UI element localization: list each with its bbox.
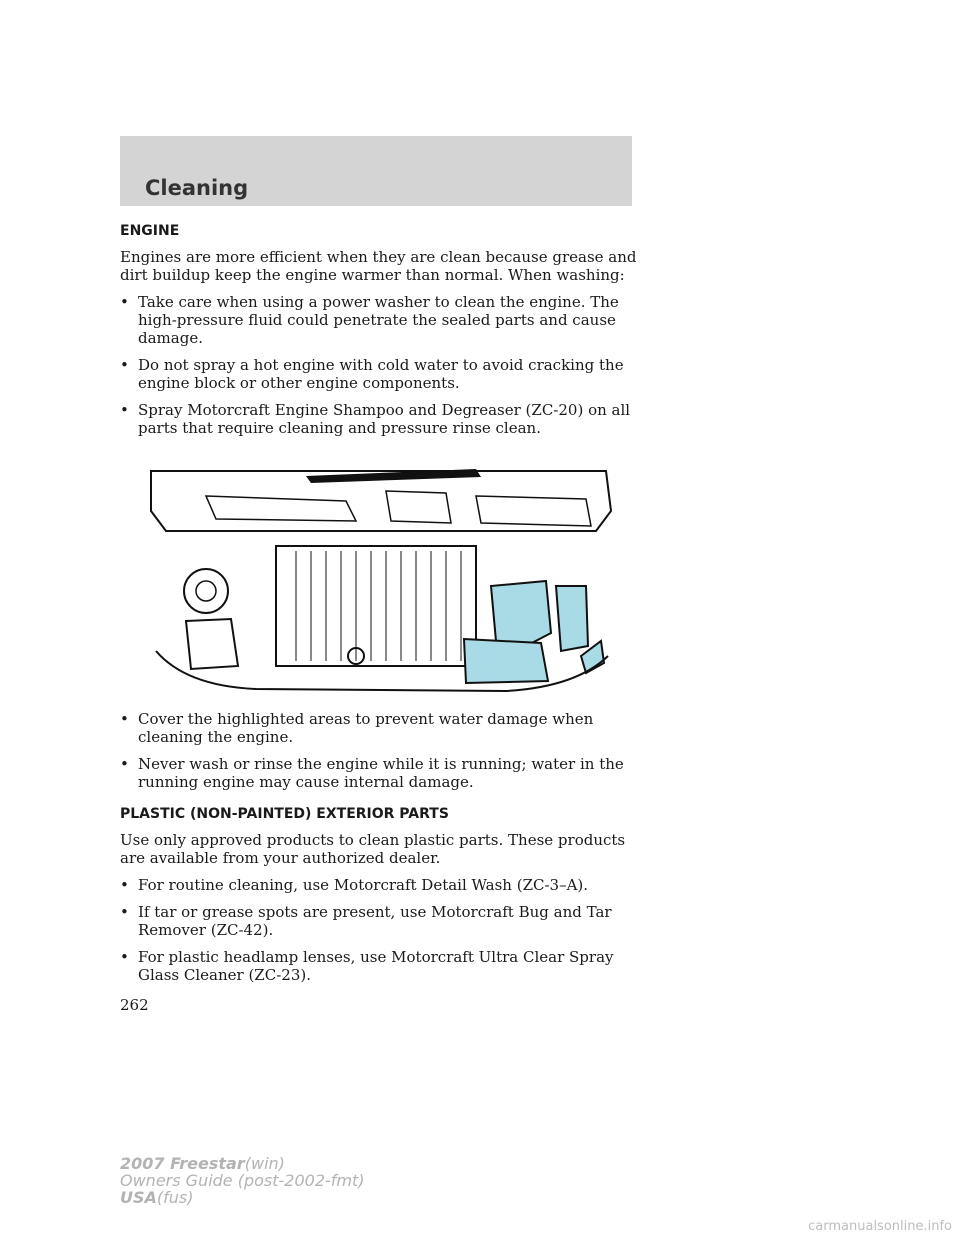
engine-diagram-icon [146, 451, 616, 696]
bullet-icon: • [120, 755, 129, 773]
bullet-icon: • [120, 356, 129, 374]
section-header-band [120, 136, 632, 206]
page-number: 262 [120, 996, 149, 1014]
engine-bullet-list [120, 293, 640, 437]
plastic-parts-heading: PLASTIC (NON-PAINTED) EXTERIOR PARTS [120, 806, 449, 822]
watermark: carmanualsonline.info [808, 1219, 952, 1234]
engine-compartment-illustration [146, 451, 616, 696]
engine-heading: ENGINE [120, 223, 180, 239]
list-item: • Do not spray a hot engine with cold water to avoid cracking the engine block or other engine components. [120, 356, 624, 392]
list-item: • If tar or grease spots are present, use Motorcraft Bug and Tar Remover (ZC-42). [120, 903, 612, 939]
engine-intro: Engines are more efficient when they are clean because grease and dirt buildup keep the engine warmer than normal. When washing: [120, 248, 637, 284]
bullet-icon: • [120, 293, 129, 311]
bullet-icon: • [120, 710, 129, 728]
list-item: • Spray Motorcraft Engine Shampoo and Degreaser (ZC-20) on all parts that require cleaning and pressure rinse clean. [120, 401, 631, 437]
bullet-icon: • [120, 876, 129, 894]
footer-model-code: (win) [244, 1154, 285, 1173]
page-content [120, 222, 640, 1014]
footer-market: USA [120, 1188, 157, 1207]
bullet-icon: • [120, 903, 129, 921]
list-item: • For routine cleaning, use Motorcraft Detail Wash (ZC-3–A). [120, 876, 589, 894]
list-item: • Cover the highlighted areas to prevent water damage when cleaning the engine. [120, 710, 594, 746]
document-footer [120, 1155, 365, 1206]
bullet-icon: • [120, 401, 129, 419]
section-title: Cleaning [145, 176, 249, 200]
footer-guide: Owners Guide (post-2002-fmt) [120, 1171, 365, 1190]
engine-bullet-list-2 [120, 710, 640, 791]
plastic-bullet-list [120, 876, 640, 984]
footer-market-code: (fus) [156, 1188, 194, 1207]
bullet-icon: • [120, 948, 129, 966]
list-item: • Never wash or rinse the engine while it is running; water in the running engine may cause internal damage. [120, 755, 624, 791]
plastic-parts-intro: Use only approved products to clean plastic parts. These products are available from your authorized dealer. [120, 831, 626, 867]
list-item: • For plastic headlamp lenses, use Motorcraft Ultra Clear Spray Glass Cleaner (ZC-23). [120, 948, 614, 984]
list-item: • Take care when using a power washer to clean the engine. The high-pressure fluid could penetrate the sealed parts and cause damage. [120, 293, 619, 347]
footer-model: 2007 Freestar [120, 1154, 245, 1173]
